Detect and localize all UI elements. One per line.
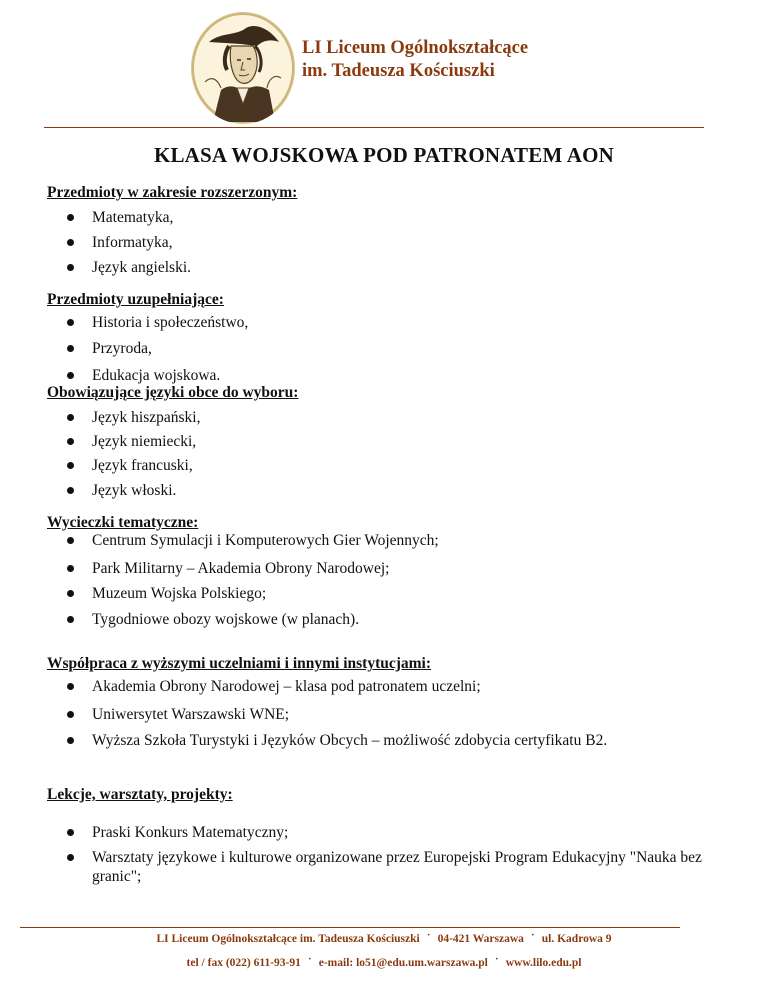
bullet-icon <box>67 345 74 352</box>
section-heading-field-trips: Wycieczki tematyczne: <box>47 514 199 531</box>
bullet-icon <box>67 854 74 861</box>
bullet-icon <box>67 239 74 246</box>
bullet-icon <box>67 372 74 379</box>
footer-separator: ˙ <box>530 933 535 945</box>
footer-separator: ˙ <box>426 933 431 945</box>
section-heading-extended-subjects: Przedmioty w zakresie rozszerzonym: <box>47 184 298 201</box>
footer-postcode-city: 04-421 Warszawa <box>437 933 524 945</box>
footer-email[interactable]: e-mail: lo51@edu.um.warszawa.pl <box>318 957 488 969</box>
footer-phone: tel / fax (022) 611-93-91 <box>186 957 301 969</box>
portrait-emblem-icon <box>191 12 295 124</box>
section-heading-cooperation: Współpraca z wyższymi uczelniami i innymi instytucjami: <box>47 655 432 672</box>
section-heading-lessons-workshops: Lekcje, warsztaty, projekty: <box>47 786 233 803</box>
header-divider <box>44 127 704 128</box>
footer-divider <box>20 927 680 928</box>
footer-contact <box>0 957 768 969</box>
footer-separator: ˙ <box>307 957 312 969</box>
bullet-icon <box>67 462 74 469</box>
section-heading-supplementary-subjects: Przedmioty uzupełniające: <box>47 291 224 308</box>
bullet-icon <box>67 487 74 494</box>
school-name-line2: im. Tadeusza Kościuszki <box>302 61 495 81</box>
footer-website[interactable]: www.lilo.edu.pl <box>505 957 582 969</box>
school-name <box>302 37 528 83</box>
bullet-icon <box>67 829 74 836</box>
bullet-icon <box>67 616 74 623</box>
bullet-icon <box>67 590 74 597</box>
bullet-icon <box>67 438 74 445</box>
letterhead <box>0 0 768 130</box>
bullet-icon <box>67 319 74 326</box>
bullet-icon <box>67 214 74 221</box>
bullet-icon <box>67 565 74 572</box>
footer-address <box>0 933 768 945</box>
bullet-icon <box>67 537 74 544</box>
bullet-icon <box>67 711 74 718</box>
bullet-icon <box>67 264 74 271</box>
bullet-icon <box>67 683 74 690</box>
bullet-icon <box>67 737 74 744</box>
bullet-icon <box>67 414 74 421</box>
section-heading-foreign-languages: Obowiązujące języki obce do wyboru: <box>47 384 299 401</box>
footer-separator: ˙ <box>494 957 499 969</box>
footer-school: LI Liceum Ogólnokształcące im. Tadeusza Kościuszki <box>156 933 420 945</box>
footer-street: ul. Kadrowa 9 <box>541 933 612 945</box>
page-title: KLASA WOJSKOWA POD PATRONATEM AON <box>153 143 615 167</box>
school-name-line1: LI Liceum Ogólnokształcące <box>302 38 529 58</box>
